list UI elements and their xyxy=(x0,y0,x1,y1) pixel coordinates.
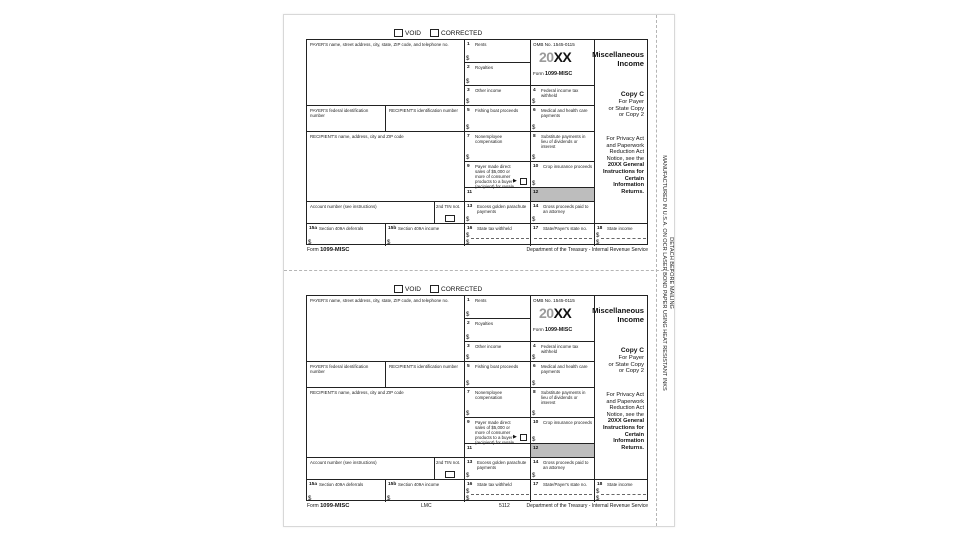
omb-year-box: OMB No. 1545-0115 20XX Form 1099-MISC xyxy=(531,40,595,86)
box-16-state-tax[interactable]: 16 State tax withheld $ $ xyxy=(465,480,531,502)
void-checkbox[interactable] xyxy=(394,285,403,293)
box-2-royalties[interactable]: 2 Royalties $ xyxy=(465,63,531,86)
arrow-icon: ▶ xyxy=(513,434,517,440)
box-17-state-no[interactable]: 17 State/Payer's state no. xyxy=(531,224,595,246)
horizontal-perforation xyxy=(284,270,674,271)
side-strip xyxy=(659,21,676,521)
corrected-checkbox[interactable] xyxy=(430,285,439,293)
void-checkbox[interactable] xyxy=(394,29,403,37)
privacy-notice: For Privacy Act and Paperwork Reduction Act Notice, see the 20XX General Instructions for Certain Information Returns. xyxy=(602,392,644,451)
second-tin-checkbox[interactable] xyxy=(445,471,455,478)
box-11[interactable]: 11 xyxy=(465,188,531,202)
box-16-state-tax[interactable]: 16 State tax withheld $ $ xyxy=(465,224,531,246)
box-9-direct-sales[interactable]: 9 Payer made direct sales of $5,000 or more of consumer products to a buyer (recipient) for resale ▶ xyxy=(465,418,531,444)
form-copy-bottom: VOID CORRECTED PAYER'S name, street address, city, state, ZIP code, and telephone no. PAYER'S federal identification number RECIPIENT'S identification number RECIPIENT'S name, address, city and ZIP code Account number (see instructions) 2nd TIN not. 15a Section 409A deferrals $ 15b Section 409A income $ 1 Rents $ 2 Royalties $ 3 Other income $ OMB No. 1545-0115 20XX Form 1099-MISC 4 Federal income tax withheld $ 5 Fishing boat proceeds $ 6 Medical and health care payments $ 7 Nonemployee compensation $ 8 Substitute payments in lieu of dividends or interest $ 9 Payer made direct sales of $5,000 or more of consumer products to a buyer (recipient) for resale ▶ 10 Crop insurance proceeds $ 11 12 13 Excess golden parachute payments $ 14 Gross proceeds paid to an attorney $ 16 State tax withheld $ $ 17 State/Payer's state no. 18 State income $ $ Miscellaneous Income Copy C For Payer or State Copy or Copy 2 For Privacy Act and Paperwork Reduction Act Notice, see the 20XX General Instructions for Certain Information Returns. Form 1099-MISC LMC 5112 Department of the Treasury - Internal Revenue Service xyxy=(307,285,648,509)
payer-name-field[interactable]: PAYER'S name, street address, city, state, ZIP code, and telephone no. xyxy=(307,40,465,106)
box-4-federal-tax[interactable]: 4 Federal income tax withheld $ xyxy=(531,86,595,106)
copy-designation: Copy C For Payer or State Copy or Copy 2 xyxy=(608,347,644,375)
form-title: Miscellaneous Income xyxy=(592,50,644,68)
recipient-name-field[interactable]: RECIPIENT'S name, address, city and ZIP code xyxy=(307,132,465,202)
manufactured-text: MANUFACTURED IN U.S.A. ON OCR LASER BOND PAPER USING HEAT RESISTANT INKS xyxy=(661,155,667,391)
box-18-state-income[interactable]: 18 State income $ $ xyxy=(595,480,648,502)
arrow-icon: ▶ xyxy=(513,178,517,184)
box-12: 12 xyxy=(531,188,595,202)
corrected-option[interactable]: CORRECTED xyxy=(430,29,482,37)
box-14-attorney[interactable]: 14 Gross proceeds paid to an attorney $ xyxy=(531,202,595,224)
tax-year: 20XX xyxy=(539,49,572,65)
box-11[interactable]: 11 xyxy=(465,444,531,458)
box-5-fishing[interactable]: 5 Fishing boat proceeds $ xyxy=(465,106,531,132)
copy-designation: Copy C For Payer or State Copy or Copy 2 xyxy=(608,91,644,119)
box-12: 12 xyxy=(531,444,595,458)
void-option[interactable]: VOID xyxy=(394,285,421,293)
recipient-tin-field[interactable]: RECIPIENT'S identification number xyxy=(386,362,465,388)
box-13-golden-parachute[interactable]: 13 Excess golden parachute payments $ xyxy=(465,458,531,480)
second-tin-checkbox[interactable] xyxy=(445,215,455,222)
box-8-substitute[interactable]: 8 Substitute payments in lieu of dividends or interest $ xyxy=(531,388,595,418)
form-grid xyxy=(306,39,648,245)
vertical-perforation xyxy=(656,15,657,526)
title-column xyxy=(592,40,648,224)
payer-tin-field[interactable]: PAYER'S federal identification number xyxy=(307,106,386,132)
box-17-state-no[interactable]: 17 State/Payer's state no. xyxy=(531,480,595,502)
box-8-substitute[interactable]: 8 Substitute payments in lieu of dividends or interest $ xyxy=(531,132,595,162)
second-tin-field: 2nd TIN not. xyxy=(435,458,465,480)
void-option[interactable]: VOID xyxy=(394,29,421,37)
account-number-field[interactable]: Account number (see instructions) xyxy=(307,202,435,224)
form-copy-top: VOID CORRECTED PAYER'S name, street address, city, state, ZIP code, and telephone no. PAYER'S federal identification number RECIPIENT'S identification number RECIPIENT'S name, address, city and ZIP code Account number (see instructions) 2nd TIN not. 15a Section 409A deferrals $ 15b Section 409A income $ 1 Rents $ 2 Royalties $ 3 Other income $ OMB No. 1545-0115 20XX Form 1099-MISC 4 Federal income tax withheld $ 5 Fishing boat proceeds $ 6 Medical and health care payments $ 7 Nonemployee compensation $ 8 Substitute payments in lieu of dividends or interest $ 9 Payer made direct sales of $5,000 or more of consumer products to a buyer (recipient) for resale ▶ 10 Crop insurance proceeds $ 11 12 13 Excess golden parachute payments $ 14 Gross proceeds paid to an attorney $ 16 State tax withheld $ $ 17 State/Payer's state no. 18 State income $ $ Miscellaneous Income Copy C For Payer or State Copy or Copy 2 For Privacy Act and Paperwork Reduction Act Notice, see the 20XX General Instructions for Certain Information Returns. Form 1099-MISC Department of the Treasury - Internal Revenue Service xyxy=(307,29,648,253)
payer-tin-field[interactable]: PAYER'S federal identification number xyxy=(307,362,386,388)
box-14-attorney[interactable]: 14 Gross proceeds paid to an attorney $ xyxy=(531,458,595,480)
form-title: Miscellaneous Income xyxy=(592,306,644,324)
title-column xyxy=(592,296,648,480)
box-6-medical[interactable]: 6 Medical and health care payments $ xyxy=(531,106,595,132)
box-7-nonemployee[interactable]: 7 Nonemployee compensation $ xyxy=(465,132,531,162)
box-18-state-income[interactable]: 18 State income $ $ xyxy=(595,224,648,246)
box-3-other-income[interactable]: 3 Other income $ xyxy=(465,342,531,362)
side-text xyxy=(660,155,674,390)
box-13-golden-parachute[interactable]: 13 Excess golden parachute payments $ xyxy=(465,202,531,224)
box-7-nonemployee[interactable]: 7 Nonemployee compensation $ xyxy=(465,388,531,418)
box-9-direct-sales[interactable]: 9 Payer made direct sales of $5,000 or more of consumer products to a buyer (recipient) for resale ▶ xyxy=(465,162,531,188)
box-6-medical[interactable]: 6 Medical and health care payments $ xyxy=(531,362,595,388)
corrected-option[interactable]: CORRECTED xyxy=(430,285,482,293)
direct-sales-checkbox[interactable] xyxy=(520,178,527,185)
box-10-crop[interactable]: 10 Crop insurance proceeds $ xyxy=(531,162,595,188)
box-15a[interactable]: 15a Section 409A deferrals $ xyxy=(307,480,386,502)
box-3-other-income[interactable]: 3 Other income $ xyxy=(465,86,531,106)
form-grid xyxy=(306,295,648,501)
recipient-name-field[interactable]: RECIPIENT'S name, address, city and ZIP code xyxy=(307,388,465,458)
tax-year: 20XX xyxy=(539,305,572,321)
box-4-federal-tax[interactable]: 4 Federal income tax withheld $ xyxy=(531,342,595,362)
privacy-notice: For Privacy Act and Paperwork Reduction Act Notice, see the 20XX General Instructions for Certain Information Returns. xyxy=(602,136,644,195)
box-15b[interactable]: 15b Section 409A income $ xyxy=(386,224,465,246)
corrected-checkbox[interactable] xyxy=(430,29,439,37)
box-1-rents[interactable]: 1 Rents $ xyxy=(465,296,531,319)
lmc-code: LMC xyxy=(421,503,432,509)
box-5-fishing[interactable]: 5 Fishing boat proceeds $ xyxy=(465,362,531,388)
box-2-royalties[interactable]: 2 Royalties $ xyxy=(465,319,531,342)
form-sheet xyxy=(283,14,675,527)
omb-year-box: OMB No. 1545-0115 20XX Form 1099-MISC xyxy=(531,296,595,342)
second-tin-field: 2nd TIN not. xyxy=(435,202,465,224)
box-15a[interactable]: 15a Section 409A deferrals $ xyxy=(307,224,386,246)
account-number-field[interactable]: Account number (see instructions) xyxy=(307,458,435,480)
box-10-crop[interactable]: 10 Crop insurance proceeds $ xyxy=(531,418,595,444)
detach-text: DETACH BEFORE MAILING xyxy=(668,237,674,309)
direct-sales-checkbox[interactable] xyxy=(520,434,527,441)
payer-name-field[interactable]: PAYER'S name, street address, city, state, ZIP code, and telephone no. xyxy=(307,296,465,362)
product-code: 5112 xyxy=(499,503,510,509)
box-15b[interactable]: 15b Section 409A income $ xyxy=(386,480,465,502)
recipient-tin-field[interactable]: RECIPIENT'S identification number xyxy=(386,106,465,132)
box-1-rents[interactable]: 1 Rents $ xyxy=(465,40,531,63)
